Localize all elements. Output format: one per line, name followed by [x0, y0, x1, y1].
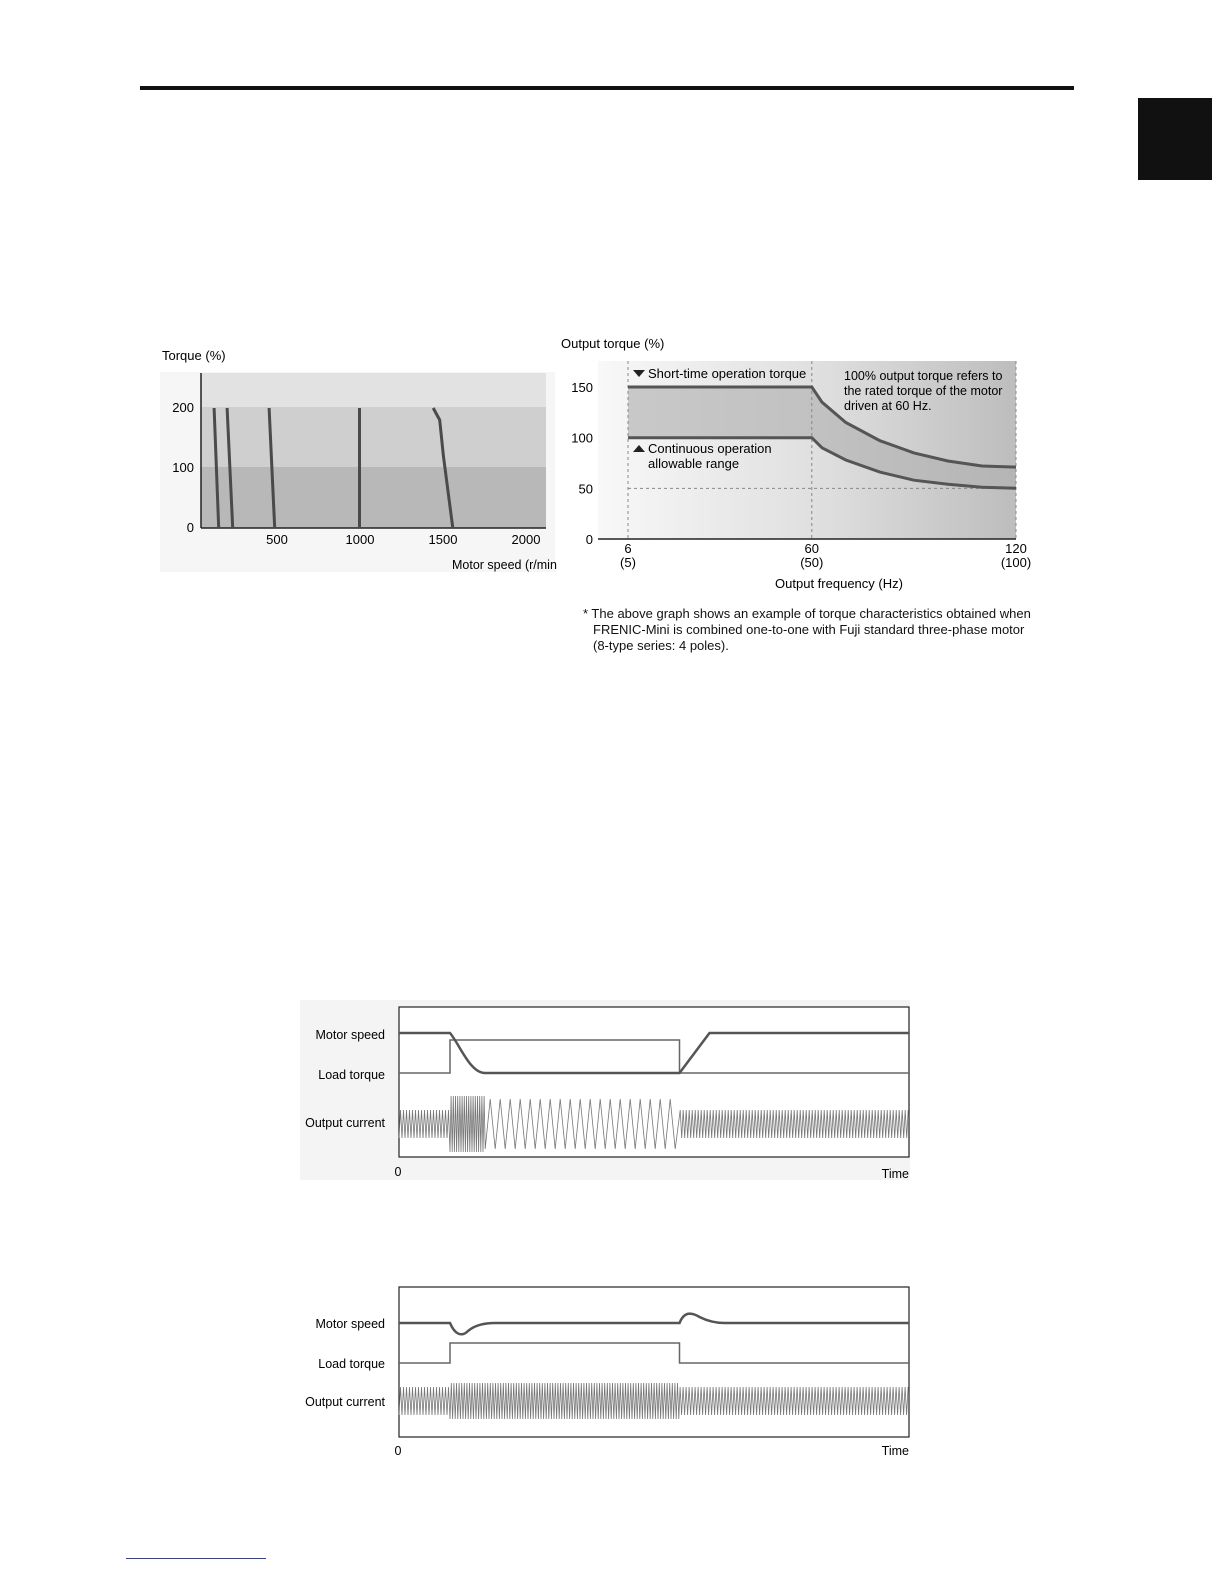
footer-link-rule [126, 1558, 266, 1559]
torque-speed-chart [150, 340, 570, 585]
chart2-xtick-sub: (100) [1000, 555, 1032, 570]
chart3-label-torque: Load torque [318, 1068, 385, 1082]
chart2-ytick: 50 [578, 481, 593, 497]
chart1-ytick: 200 [172, 400, 194, 415]
chart2-legend-short: Short-time operation torque [648, 366, 807, 381]
chart2-annotation-line: 100% output torque refers to [844, 369, 1003, 383]
chart2-legend-cont-1: Continuous operation [648, 441, 772, 456]
chart2-footnote [583, 606, 1063, 654]
chart2-xtick: 60 [804, 541, 820, 556]
chart2-xtick-sub: (5) [620, 555, 636, 570]
footnote-line: FRENIC-Mini is combined one-to-one with Fuji standard three-phase motor [593, 622, 1025, 637]
chart1-ytick: 100 [172, 460, 194, 475]
chart4-label-torque: Load torque [318, 1357, 385, 1371]
chart1-y-label: Torque (%) [162, 348, 226, 363]
chart2-annotation-line: driven at 60 Hz. [844, 399, 932, 413]
timing-chart-a [290, 995, 920, 1185]
chart1-band-mid [201, 407, 546, 467]
chart3-label-current: Output current [305, 1116, 385, 1130]
chart2-legend-cont-2: allowable range [648, 456, 740, 471]
chart1-x-label: Motor speed (r/min [452, 558, 557, 572]
chart4-label-speed: Motor speed [315, 1317, 385, 1331]
chart3-x-origin: 0 [394, 1165, 402, 1179]
chart2-ytick: 150 [571, 380, 593, 395]
footnote-line: (8-type series: 4 poles). [593, 638, 729, 653]
chart1-band-top [201, 373, 546, 407]
chart1-band-low [201, 467, 546, 528]
chart2-xtick: 6 [624, 541, 632, 556]
chart1-xtick: 2000 [511, 532, 541, 547]
chart3-x-end: Time [881, 1167, 909, 1181]
chart1-xtick: 1000 [345, 532, 375, 547]
timing-chart-b [290, 1275, 920, 1465]
chart2-x-label: Output frequency (Hz) [775, 576, 903, 591]
chart4-x-end: Time [881, 1444, 909, 1458]
chart2-annotation-line: the rated torque of the motor [844, 384, 1003, 398]
torque-frequency-chart [555, 330, 1055, 600]
chart2-y-label: Output torque (%) [561, 336, 665, 351]
chapter-tab [1138, 98, 1212, 180]
header-rule [140, 86, 1074, 90]
chart3-label-speed: Motor speed [315, 1028, 385, 1042]
chart1-ytick: 0 [186, 520, 194, 535]
footnote-line: * The above graph shows an example of torque characteristics obtained when [583, 606, 1031, 621]
chart2-ytick: 0 [585, 532, 593, 547]
chart4-label-current: Output current [305, 1395, 385, 1409]
chart2-xtick-sub: (50) [800, 555, 824, 570]
chart1-xtick: 1500 [428, 532, 458, 547]
chart4-x-origin: 0 [394, 1444, 402, 1458]
chart1-xtick: 500 [266, 532, 288, 547]
chart2-ytick: 100 [571, 430, 593, 446]
chart2-xtick: 120 [1005, 541, 1027, 556]
